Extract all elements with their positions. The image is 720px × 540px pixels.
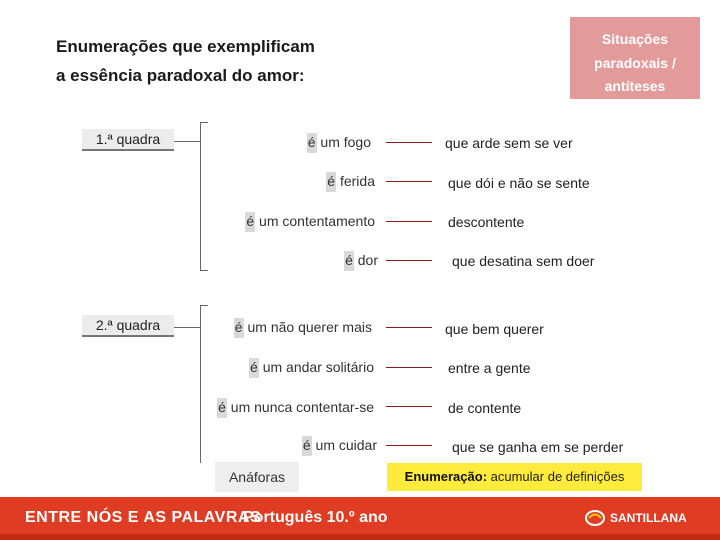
phrase-text: um fogo [316,134,371,150]
connector-dash [386,327,432,328]
footer-underline [0,534,720,540]
antithesis-row-5: que bem querer [445,321,544,337]
phrase-row-2 [326,172,375,192]
antithesis-row-1: que arde sem se ver [445,135,573,151]
phrase-text: dor [353,252,378,268]
connector-dash [386,142,432,143]
antithesis-row-8: que se ganha em se perder [452,439,624,455]
phrase-text: um nunca contentar-se [226,399,374,415]
enumeracao-label [387,463,642,491]
anaphora-e: é [326,172,336,192]
antithesis-row-3: descontente [448,214,525,230]
antithesis-row-7: de contente [448,400,522,416]
phrase-text: um andar solitário [258,359,374,375]
enumeracao-definition: acumular de definições [487,469,625,484]
anaphora-e: é [249,358,259,378]
bracket-1-bottom [200,270,208,271]
footer-publisher: SANTILLANA [610,511,687,525]
phrase-text: um não querer mais [243,319,372,335]
enumeracao-term: Enumeração: [404,469,488,484]
connector-dash [386,367,432,368]
anaphora-e: é [344,251,354,271]
bracket-1-connector [174,141,200,142]
connector-dash [386,406,432,407]
situacoes-line-1: Situações [601,31,669,47]
anaphora-e: é [307,133,317,153]
footer-bar [0,497,720,540]
bracket-2-top [200,305,208,306]
phrase-row-7 [217,398,374,418]
phrase-text: ferida [336,173,375,189]
phrase-row-8 [302,436,377,456]
phrase-text: um cuidar [311,437,377,453]
bracket-2 [200,305,201,463]
connector-dash [386,445,432,446]
anaphora-e: é [245,212,255,232]
bracket-2-connector [174,327,200,328]
bracket-1 [200,122,201,270]
anaphora-e: é [234,318,244,338]
situacoes-line-2: paradoxais / [594,55,676,71]
connector-dash [386,260,432,261]
anaphora-e: é [302,436,312,456]
santillana-logo-icon [585,509,605,527]
situacoes-line-3: antíteses [604,78,666,94]
bracket-1-top [200,122,208,123]
anaforas-label: Anáforas [215,462,299,492]
anaphora-e: é [217,398,227,418]
phrase-row-3 [245,212,375,232]
situacoes-box [570,17,700,99]
title-line-1: Enumerações que exemplificam [56,37,315,56]
title-line-2: a essência paradoxal do amor: [56,66,305,85]
footer-brand: ENTRE NÓS E AS PALAVRAS [25,509,262,526]
phrase-text: um contentamento [255,213,375,229]
antithesis-row-2: que dói e não se sente [448,175,590,191]
quadra-1-label: 1.ª quadra [82,129,174,151]
antithesis-row-6: entre a gente [448,360,531,376]
connector-dash [386,221,432,222]
quadra-2-label: 2.ª quadra [82,315,174,337]
phrase-row-1 [307,133,371,153]
phrase-row-5 [234,318,372,338]
connector-dash [386,181,432,182]
phrase-row-4 [344,251,378,271]
footer-course: Português 10.º ano [243,509,388,526]
phrase-row-6 [249,358,374,378]
antithesis-row-4: que desatina sem doer [452,253,595,269]
